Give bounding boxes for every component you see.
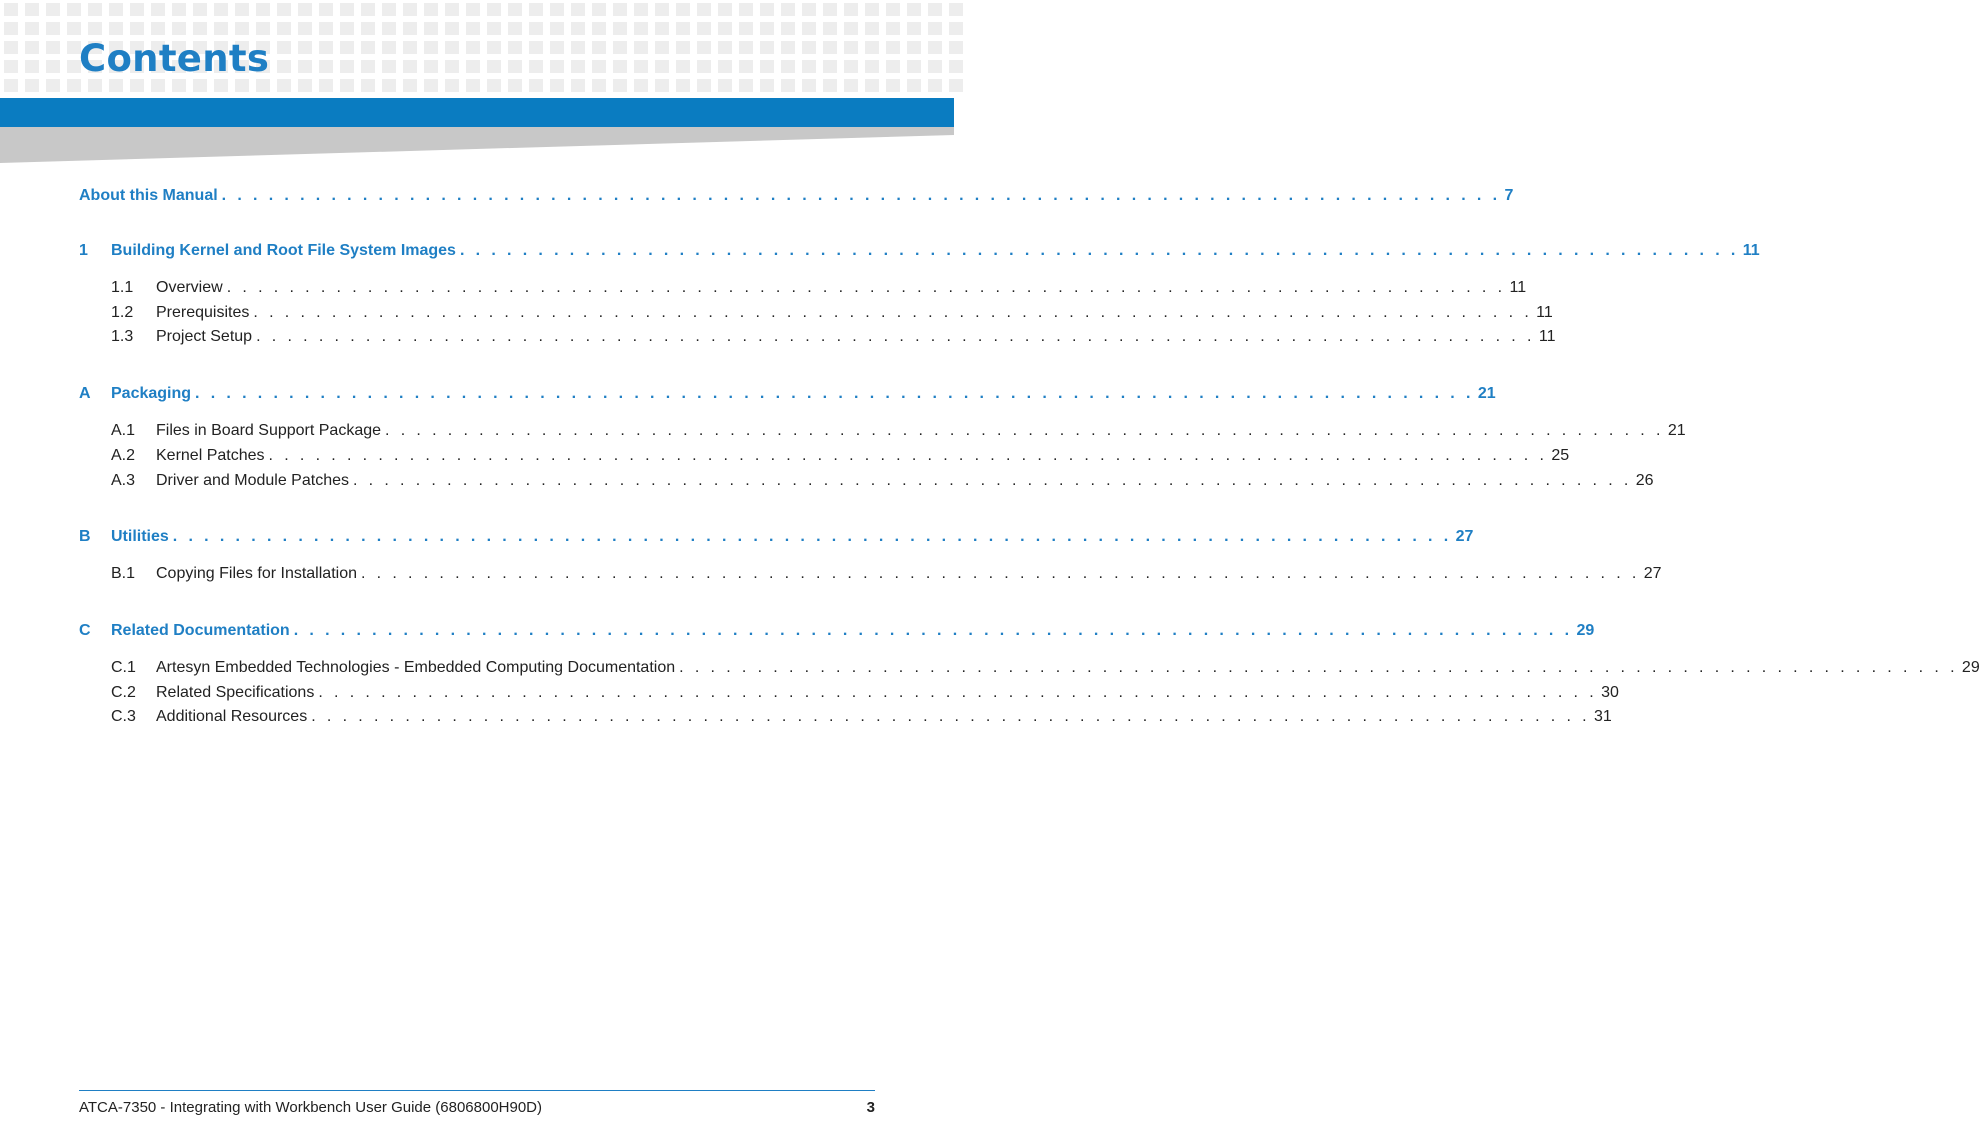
toc-entry-label: Kernel Patches [156, 447, 265, 464]
toc-dot-leader: . . . . . . . . . . . . . . . . . . . . . . . . . . . . . . . . . . . . . . . . . . . . . . . . . . . . . . . . . . . . . . . . . . . . . . . . . . . . . . . . . . [256, 328, 1535, 345]
pattern-square [823, 41, 837, 54]
toc-entry-number: C.3 [111, 708, 136, 725]
toc-dot-leader: . . . . . . . . . . . . . . . . . . . . . . . . . . . . . . . . . . . . . . . . . . . . . . . . . . . . . . . . . . . . . . . . . . . . . . . . . . . . . . . . . . [318, 684, 1598, 701]
pattern-square [151, 22, 165, 35]
pattern-square [802, 60, 816, 73]
pattern-square [928, 41, 942, 54]
pattern-square [235, 22, 249, 35]
toc-chapter-entry[interactable] [79, 526, 1474, 548]
pattern-square [487, 41, 501, 54]
pattern-square [634, 60, 648, 73]
pattern-square [235, 3, 249, 16]
page-title: Contents [79, 37, 270, 80]
pattern-square [382, 3, 396, 16]
pattern-square [865, 3, 879, 16]
toc-section-entry[interactable] [79, 706, 1612, 728]
pattern-square [298, 79, 312, 92]
toc-entry-label: Related Specifications [156, 684, 315, 701]
toc-entry-number: 1.2 [111, 304, 134, 321]
toc-chapter-entry[interactable] [79, 240, 1760, 262]
pattern-square [697, 79, 711, 92]
pattern-square [4, 60, 18, 73]
pattern-square [676, 60, 690, 73]
toc-entry-label: Files in Board Support Package [156, 422, 382, 439]
toc-entry-page: 29 [1576, 622, 1595, 639]
pattern-square [802, 41, 816, 54]
pattern-square [928, 79, 942, 92]
pattern-square [781, 60, 795, 73]
toc-entry-label: Prerequisites [156, 304, 250, 321]
pattern-square [823, 3, 837, 16]
pattern-square [382, 41, 396, 54]
pattern-square [676, 22, 690, 35]
pattern-square [844, 79, 858, 92]
pattern-square [319, 22, 333, 35]
pattern-square [319, 60, 333, 73]
pattern-square [298, 22, 312, 35]
pattern-square [361, 79, 375, 92]
pattern-square [844, 22, 858, 35]
pattern-square [655, 41, 669, 54]
pattern-square [613, 79, 627, 92]
pattern-square [424, 41, 438, 54]
pattern-square [508, 3, 522, 16]
pattern-square [340, 79, 354, 92]
pattern-square [298, 3, 312, 16]
pattern-square [403, 79, 417, 92]
pattern-square [949, 41, 963, 54]
pattern-square [655, 60, 669, 73]
pattern-square [886, 3, 900, 16]
toc-section-entry[interactable] [79, 682, 1619, 704]
pattern-square [949, 22, 963, 35]
pattern-square [949, 79, 963, 92]
pattern-square [760, 22, 774, 35]
toc-entry-number: 1 [79, 242, 88, 259]
pattern-square [718, 3, 732, 16]
pattern-square [718, 60, 732, 73]
pattern-square [823, 79, 837, 92]
footer-page-number: 3 [866, 1099, 875, 1116]
toc-entry-page: 30 [1601, 684, 1619, 701]
toc-dot-leader: . . . . . . . . . . . . . . . . . . . . . . . . . . . . . . . . . . . . . . . . . . . . . . . . . . . . . . . . . . . . . . . . . . . . . . . . . . . . . . . . . . [253, 304, 1533, 321]
pattern-square [529, 41, 543, 54]
pattern-square [634, 22, 648, 35]
pattern-square [655, 3, 669, 16]
pattern-square [550, 79, 564, 92]
pattern-square [508, 41, 522, 54]
toc-entry-page: 11 [1536, 304, 1553, 321]
pattern-square [46, 41, 60, 54]
pattern-square [340, 41, 354, 54]
toc-section-entry[interactable] [79, 277, 1527, 299]
pattern-square [466, 41, 480, 54]
pattern-square [886, 41, 900, 54]
pattern-square [949, 60, 963, 73]
pattern-square [613, 22, 627, 35]
pattern-square [46, 3, 60, 16]
pattern-square [256, 22, 270, 35]
pattern-square [46, 79, 60, 92]
pattern-square [550, 22, 564, 35]
pattern-square [907, 79, 921, 92]
pattern-square [550, 3, 564, 16]
toc-section-entry[interactable] [79, 326, 1556, 348]
toc-entry-page: 21 [1667, 422, 1686, 439]
pattern-square [739, 79, 753, 92]
pattern-square [487, 60, 501, 73]
pattern-square [25, 41, 39, 54]
pattern-square [760, 60, 774, 73]
toc-entry-label: Overview [156, 279, 223, 296]
pattern-square [823, 22, 837, 35]
pattern-square [676, 79, 690, 92]
pattern-square [487, 3, 501, 16]
toc-entry-page: 11 [1538, 328, 1556, 345]
toc-dot-leader: . . . . . . . . . . . . . . . . . . . . . . . . . . . . . . . . . . . . . . . . . . . . . . . . . . . . . . . . . . . . . . . . . . . . . . . . . . . . . . . . . . [172, 528, 1452, 545]
pattern-square [886, 22, 900, 35]
pattern-square [277, 79, 291, 92]
pattern-square [340, 22, 354, 35]
toc-entry-label: Copying Files for Installation [156, 565, 357, 582]
pattern-square [907, 41, 921, 54]
pattern-square [928, 60, 942, 73]
toc-dot-leader: . . . . . . . . . . . . . . . . . . . . . . . . . . . . . . . . . . . . . . . . . . . . . . . . . . . . . . . . . . . . . . . . . . . . . . . . . . . . . . . . . . [360, 565, 1640, 582]
pattern-square [151, 3, 165, 16]
pattern-square [613, 3, 627, 16]
pattern-square [4, 41, 18, 54]
toc-entry-label: Driver and Module Patches [156, 472, 349, 489]
pattern-square [424, 22, 438, 35]
toc-dot-leader: . . . . . . . . . . . . . . . . . . . . . . . . . . . . . . . . . . . . . . . . . . . . . . . . . . . . . . . . . . . . . . . . . . . . . . . . . . . . . . . . . . [226, 279, 1506, 296]
pattern-square [319, 3, 333, 16]
pattern-square [424, 60, 438, 73]
footer-rule [79, 1090, 875, 1091]
pattern-square [25, 3, 39, 16]
pattern-square [928, 22, 942, 35]
toc-entry-page: 11 [1742, 242, 1760, 259]
pattern-square [865, 22, 879, 35]
pattern-square [445, 22, 459, 35]
pattern-square [886, 60, 900, 73]
pattern-square [277, 3, 291, 16]
toc-chapter-entry[interactable] [79, 185, 1514, 207]
pattern-square [193, 22, 207, 35]
pattern-square [571, 41, 585, 54]
pattern-square [739, 3, 753, 16]
pattern-square [403, 41, 417, 54]
pattern-square [907, 3, 921, 16]
pattern-square [550, 41, 564, 54]
toc-section-entry[interactable] [79, 657, 1980, 679]
pattern-square [760, 3, 774, 16]
pattern-square [4, 22, 18, 35]
pattern-square [4, 79, 18, 92]
toc-entry-page: 27 [1643, 565, 1662, 582]
pattern-square [529, 79, 543, 92]
pattern-square [25, 60, 39, 73]
pattern-square [802, 22, 816, 35]
toc-entry-number: B [79, 528, 91, 545]
pattern-square [109, 3, 123, 16]
pattern-square [571, 79, 585, 92]
toc-dot-leader: . . . . . . . . . . . . . . . . . . . . . . . . . . . . . . . . . . . . . . . . . . . . . . . . . . . . . . . . . . . . . . . . . . . . . . . . . . . . . . . . . . [311, 708, 1590, 725]
toc-dot-leader: . . . . . . . . . . . . . . . . . . . . . . . . . . . . . . . . . . . . . . . . . . . . . . . . . . . . . . . . . . . . . . . . . . . . . . . . . . . . . . . . . . [268, 447, 1548, 464]
toc-entry-number: 1.3 [111, 328, 134, 345]
toc-entry-page: 26 [1635, 472, 1654, 489]
pattern-square [319, 79, 333, 92]
pattern-square [865, 41, 879, 54]
toc-entry-label: Project Setup [156, 328, 253, 345]
pattern-square [214, 3, 228, 16]
pattern-square [382, 22, 396, 35]
toc-entry-number: C.1 [111, 659, 136, 676]
pattern-square [697, 3, 711, 16]
toc-entry-label: Building Kernel and Root File System Images [111, 242, 456, 259]
pattern-square [592, 79, 606, 92]
pattern-square [67, 22, 81, 35]
pattern-square [424, 3, 438, 16]
pattern-square [949, 3, 963, 16]
pattern-square [109, 22, 123, 35]
pattern-square [613, 60, 627, 73]
pattern-square [382, 60, 396, 73]
toc-section-entry[interactable] [79, 445, 1570, 467]
pattern-square [88, 22, 102, 35]
pattern-square [865, 60, 879, 73]
pattern-square [277, 41, 291, 54]
pattern-square [907, 60, 921, 73]
pattern-square [676, 41, 690, 54]
pattern-square [340, 3, 354, 16]
pattern-square [256, 3, 270, 16]
toc-entry-number: A.2 [111, 447, 136, 464]
toc-entry-label: About this Manual [79, 187, 218, 204]
toc-dot-leader: . . . . . . . . . . . . . . . . . . . . . . . . . . . . . . . . . . . . . . . . . . . . . . . . . . . . . . . . . . . . . . . . . . . . . . . . . . . . . . . . . . [385, 422, 1664, 439]
pattern-square [403, 22, 417, 35]
toc-dot-leader: . . . . . . . . . . . . . . . . . . . . . . . . . . . . . . . . . . . . . . . . . . . . . . . . . . . . . . . . . . . . . . . . . . . . . . . . . . . . . . . . . . [195, 385, 1474, 402]
toc-chapter-entry[interactable] [79, 383, 1496, 405]
toc-entry-number: B.1 [111, 565, 136, 582]
pattern-square [46, 22, 60, 35]
pattern-square [298, 41, 312, 54]
pattern-square [844, 41, 858, 54]
pattern-square [172, 22, 186, 35]
toc-entry-number: A [79, 385, 91, 402]
pattern-square [529, 3, 543, 16]
pattern-square [844, 60, 858, 73]
pattern-square [445, 3, 459, 16]
pattern-square [907, 22, 921, 35]
pattern-square [781, 3, 795, 16]
pattern-square [403, 60, 417, 73]
toc-chapter-entry[interactable] [79, 620, 1595, 642]
pattern-square [634, 41, 648, 54]
pattern-square [487, 79, 501, 92]
pattern-square [445, 60, 459, 73]
pattern-square [361, 41, 375, 54]
pattern-square [802, 79, 816, 92]
pattern-square [466, 22, 480, 35]
pattern-square [277, 60, 291, 73]
pattern-square [46, 60, 60, 73]
toc-entry-label: Utilities [111, 528, 169, 545]
pattern-square [193, 3, 207, 16]
pattern-square [739, 41, 753, 54]
pattern-square [466, 3, 480, 16]
pattern-square [298, 60, 312, 73]
pattern-square [382, 79, 396, 92]
pattern-square [25, 79, 39, 92]
toc-entry-page: 7 [1504, 187, 1514, 204]
toc-entry-label: Packaging [111, 385, 192, 402]
pattern-square [592, 41, 606, 54]
toc-entry-number: C.2 [111, 684, 136, 701]
pattern-square [361, 60, 375, 73]
toc-entry-number: A.1 [111, 422, 136, 439]
pattern-square [445, 79, 459, 92]
pattern-square [844, 3, 858, 16]
header-blue-band [0, 98, 954, 127]
toc-entry-page: 11 [1509, 279, 1527, 296]
pattern-square [823, 60, 837, 73]
toc-entry-page: 27 [1455, 528, 1474, 545]
footer-document-title: ATCA-7350 - Integrating with Workbench User Guide (6806800H90D) [79, 1099, 543, 1116]
pattern-square [172, 3, 186, 16]
pattern-square [340, 60, 354, 73]
toc-entry-number: A.3 [111, 472, 136, 489]
pattern-square [718, 22, 732, 35]
pattern-square [739, 60, 753, 73]
pattern-square [67, 3, 81, 16]
pattern-square [697, 60, 711, 73]
toc-entry-page: 21 [1477, 385, 1496, 402]
pattern-square [466, 79, 480, 92]
toc-entry-label: Related Documentation [111, 622, 290, 639]
toc-section-entry[interactable] [79, 302, 1553, 324]
pattern-square [130, 3, 144, 16]
pattern-square [802, 3, 816, 16]
toc-entry-page: 25 [1551, 447, 1570, 464]
pattern-square [760, 41, 774, 54]
toc-section-entry[interactable] [79, 420, 1686, 442]
pattern-square [571, 22, 585, 35]
pattern-square [508, 60, 522, 73]
pattern-square [529, 22, 543, 35]
pattern-square [928, 3, 942, 16]
pattern-square [361, 3, 375, 16]
pattern-square [592, 22, 606, 35]
pattern-square [592, 60, 606, 73]
pattern-square [655, 79, 669, 92]
toc-entry-page: 29 [1961, 659, 1980, 676]
pattern-square [130, 22, 144, 35]
pattern-square [4, 3, 18, 16]
pattern-square [25, 22, 39, 35]
pattern-square [466, 60, 480, 73]
pattern-square [487, 22, 501, 35]
pattern-square [550, 60, 564, 73]
pattern-square [718, 79, 732, 92]
pattern-square [781, 22, 795, 35]
pattern-square [592, 3, 606, 16]
toc-dot-leader: . . . . . . . . . . . . . . . . . . . . . . . . . . . . . . . . . . . . . . . . . . . . . . . . . . . . . . . . . . . . . . . . . . . . . . . . . . . . . . . . . . [459, 242, 1739, 259]
pattern-square [508, 79, 522, 92]
toc-entry-page: 31 [1594, 708, 1612, 725]
pattern-square [655, 22, 669, 35]
toc-dot-leader: . . . . . . . . . . . . . . . . . . . . . . . . . . . . . . . . . . . . . . . . . . . . . . . . . . . . . . . . . . . . . . . . . . . . . . . . . . . . . . . . . . [679, 659, 1958, 676]
toc-entry-label: Additional Resources [156, 708, 308, 725]
pattern-square [718, 41, 732, 54]
pattern-square [697, 41, 711, 54]
pattern-square [613, 41, 627, 54]
pattern-square [781, 79, 795, 92]
pattern-square [319, 41, 333, 54]
toc-entry-label: Artesyn Embedded Technologies - Embedded Computing Documentation [156, 659, 676, 676]
pattern-square [781, 41, 795, 54]
pattern-square [760, 79, 774, 92]
pattern-square [445, 41, 459, 54]
pattern-square [634, 79, 648, 92]
toc-section-entry[interactable] [79, 563, 1662, 585]
pattern-square [277, 22, 291, 35]
pattern-square [571, 60, 585, 73]
pattern-square [529, 60, 543, 73]
pattern-square [361, 22, 375, 35]
pattern-square [571, 3, 585, 16]
pattern-square [676, 3, 690, 16]
pattern-square [865, 79, 879, 92]
toc-section-entry[interactable] [79, 470, 1654, 492]
pattern-square [697, 22, 711, 35]
toc-dot-leader: . . . . . . . . . . . . . . . . . . . . . . . . . . . . . . . . . . . . . . . . . . . . . . . . . . . . . . . . . . . . . . . . . . . . . . . . . . . . . . . . . . [352, 472, 1632, 489]
pattern-square [886, 79, 900, 92]
pattern-square [214, 22, 228, 35]
pattern-square [739, 22, 753, 35]
toc-dot-leader: . . . . . . . . . . . . . . . . . . . . . . . . . . . . . . . . . . . . . . . . . . . . . . . . . . . . . . . . . . . . . . . . . . . . . . . . . . . . . . . . . . [293, 622, 1573, 639]
pattern-square [88, 3, 102, 16]
toc-entry-number: 1.1 [111, 279, 134, 296]
toc-dot-leader: . . . . . . . . . . . . . . . . . . . . . . . . . . . . . . . . . . . . . . . . . . . . . . . . . . . . . . . . . . . . . . . . . . . . . . . . . . . . . . . . . . [221, 187, 1501, 204]
pattern-square [508, 22, 522, 35]
header-gray-wedge [0, 127, 954, 163]
toc-entry-number: C [79, 622, 91, 639]
pattern-square [424, 79, 438, 92]
pattern-square [403, 3, 417, 16]
pattern-square [634, 3, 648, 16]
